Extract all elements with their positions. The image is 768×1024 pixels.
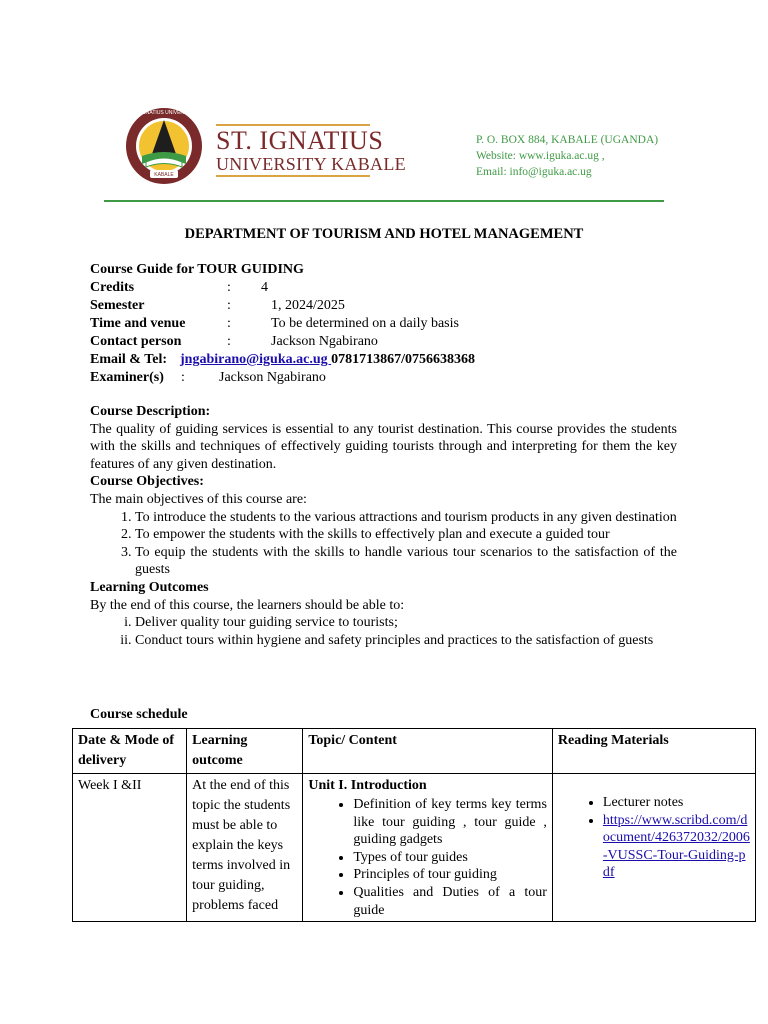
gold-rule-bottom — [216, 175, 370, 177]
header-learning-outcome: Learning outcome — [187, 729, 303, 774]
objective-item: 2. To empower the students with the skills to effectively plan and execute a guided tour — [135, 526, 677, 544]
lecturer-email-link[interactable]: jngabirano@iguka.ac.ug — [180, 352, 332, 367]
department-title: DEPARTMENT OF TOURISM AND HOTEL MANAGEMENT — [184, 226, 584, 242]
objective-item: 1. To introduce the students to the various attractions and tourism products in any given destination — [135, 509, 677, 527]
cell-reading — [552, 774, 755, 922]
address: P. O. BOX 884, KABALE (UGANDA) — [476, 134, 659, 146]
unit-title: Unit I. Introduction — [308, 778, 427, 793]
objectives-list — [90, 509, 677, 579]
telephone: 0781713867/0756638368 — [331, 352, 475, 367]
table-header-row — [73, 729, 756, 774]
objective-item: 3. To equip the students with the skills to handle various tour scenarios to the satisfaction of the guests — [135, 544, 677, 579]
time-venue-value: To be determined on a daily basis — [271, 316, 459, 331]
contact-person-value: Jackson Ngabirano — [271, 334, 378, 349]
cell-topic — [303, 774, 553, 922]
colon: : — [227, 334, 231, 349]
outcomes-heading: Learning Outcomes — [90, 579, 209, 595]
schedule-heading: Course schedule — [90, 707, 188, 722]
topic-list — [308, 796, 547, 919]
examiner-value: Jackson Ngabirano — [219, 370, 326, 385]
colon: : — [181, 370, 185, 385]
description-text: The quality of guiding services is essential to any tourist destination. This course provides the students with the skills and techniques of effectively guiding tourists through and interpreting for them the key features of any given destination. — [90, 421, 677, 472]
credits-label: Credits — [90, 280, 135, 295]
colon: : — [227, 280, 231, 295]
course-guide-title: Course Guide for TOUR GUIDING — [90, 262, 304, 277]
colon: : — [227, 316, 231, 331]
header-reading-materials: Reading Materials — [552, 729, 755, 774]
header-topic-content: Topic/ Content — [303, 729, 553, 774]
course-info — [90, 261, 690, 387]
reading-link[interactable]: https://www.scribd.com/document/426372032/2006-VUSSC-Tour-Guiding-pdf — [602, 812, 750, 881]
outcomes-list — [90, 614, 677, 649]
reading-list — [558, 794, 750, 882]
letterhead — [104, 96, 680, 204]
topic-item: • Definition of key terms key terms like tour guiding , tour guide , guiding gadgets — [353, 796, 547, 849]
objectives-intro: The main objectives of this course are: — [90, 491, 307, 507]
topic-item: • Qualities and Duties of a tour guide — [353, 884, 547, 919]
reading-item: • Lecturer notes — [603, 794, 750, 812]
semester-label: Semester — [90, 298, 145, 313]
schedule-table — [72, 728, 756, 922]
university-name-line2: UNIVERSITY KABALE — [216, 154, 406, 174]
svg-text:ST IGNATIUS UNIVERSITY: ST IGNATIUS UNIVERSITY — [132, 110, 196, 116]
course-body — [90, 403, 677, 649]
contact-email: Email: info@iguka.ac.ug — [476, 166, 592, 178]
examiner-label: Examiner(s) — [90, 370, 164, 385]
table-row — [73, 774, 756, 922]
svg-text:KABALE: KABALE — [154, 172, 174, 178]
letterhead-contact — [476, 132, 658, 180]
cell-outcome: At the end of this topic the students must be able to explain the keys terms involved in tour guiding, problems faced — [187, 774, 303, 922]
outcomes-intro: By the end of this course, the learners should be able to: — [90, 597, 405, 613]
colon: : — [227, 298, 231, 313]
description-heading: Course Description: — [90, 404, 211, 419]
email-tel-label: Email & Tel: — [90, 352, 168, 367]
topic-item: • Types of tour guides — [353, 849, 547, 867]
topic-item: • Principles of tour guiding — [353, 866, 547, 884]
cell-date: Week I &II — [73, 774, 187, 922]
contact-person-label: Contact person — [90, 334, 182, 349]
website: Website: www.iguka.ac.ug , — [476, 150, 605, 162]
semester-value: 1, 2024/2025 — [271, 298, 345, 313]
header-date-mode: Date & Mode of delivery — [73, 729, 187, 774]
objectives-heading: Course Objectives: — [90, 474, 204, 490]
credits-value: 4 — [261, 280, 268, 295]
university-logo — [124, 104, 204, 188]
outcome-item: i. Deliver quality tour guiding service to tourists; — [135, 614, 677, 632]
time-venue-label: Time and venue — [90, 316, 186, 331]
university-name-line1: ST. IGNATIUS — [216, 126, 384, 155]
outcome-item: ii. Conduct tours within hygiene and safety principles and practices to the satisfaction of guests — [135, 632, 677, 650]
header-divider — [104, 200, 664, 202]
university-name — [216, 128, 406, 174]
reading-item — [603, 812, 750, 882]
